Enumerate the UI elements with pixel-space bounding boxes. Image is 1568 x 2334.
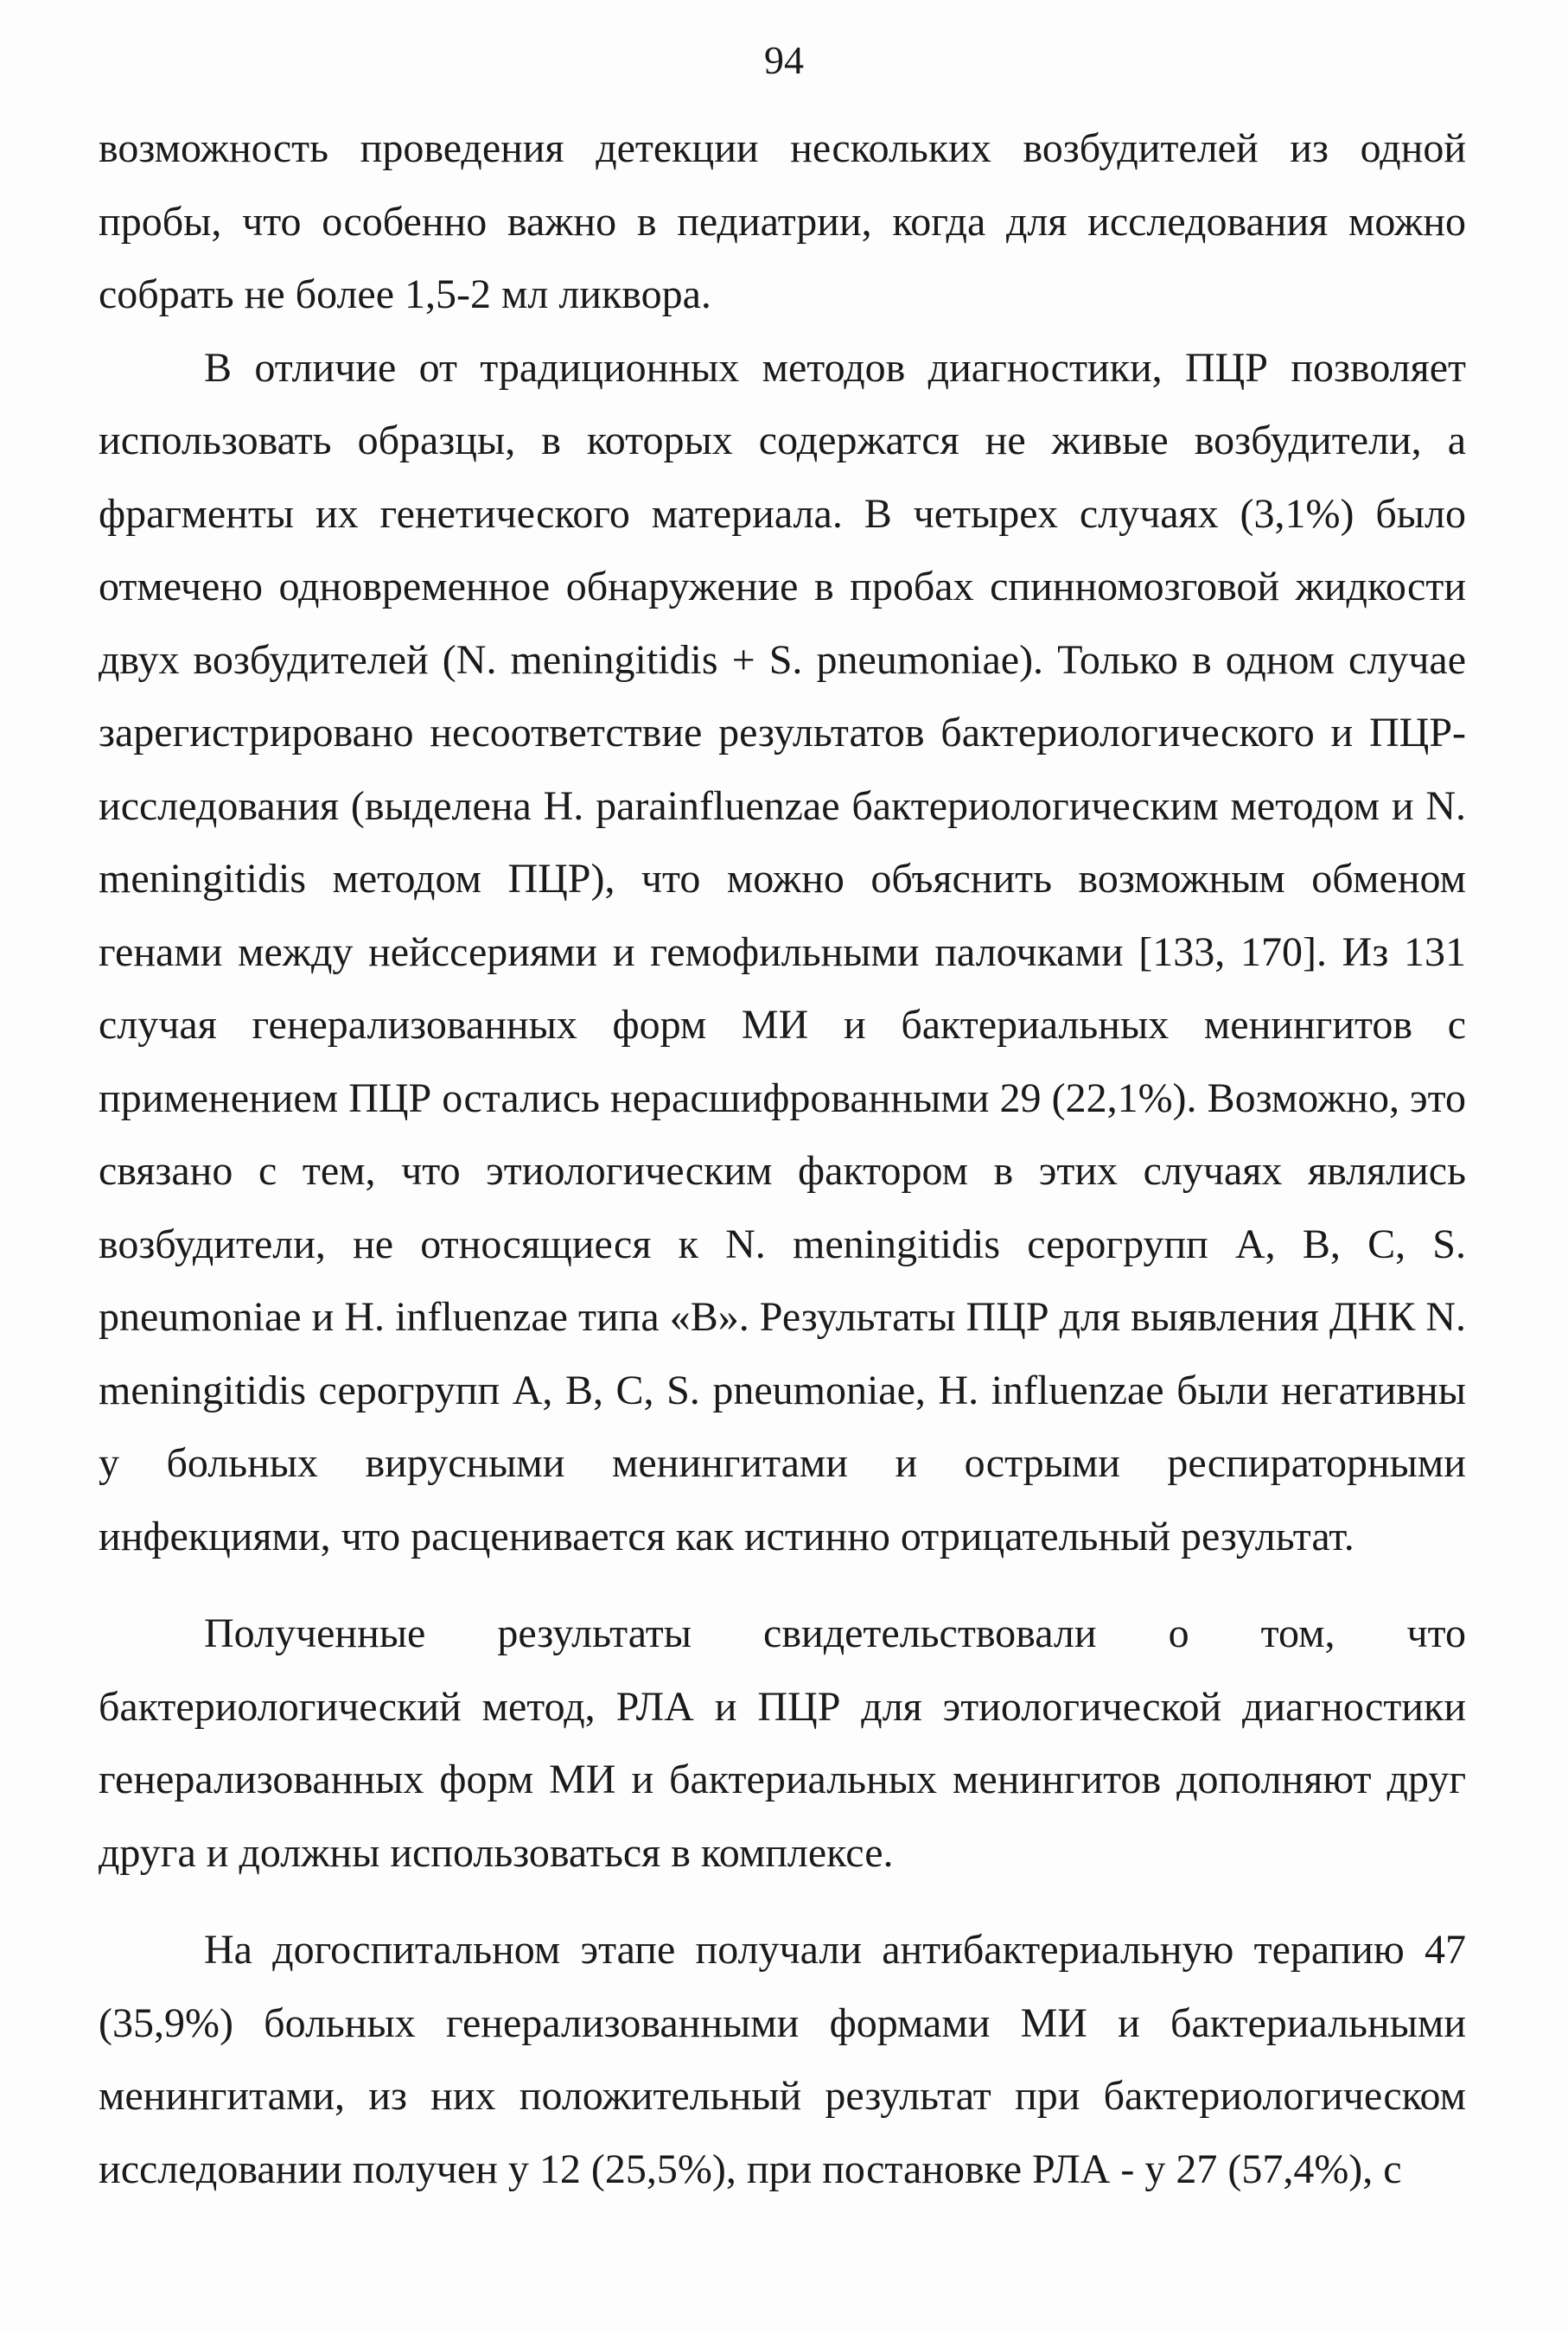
paragraph-continuation: возможность проведения детекции нескольких возбудителей из одной пробы, что особенно важно в педиатрии, когда для исследования можно собрать не более 1,5-2 мл ликвора. xyxy=(99,125,1466,317)
body-text xyxy=(99,112,1466,2206)
paragraph-prehospital-therapy: На догоспитальном этапе получали антибактериальную терапию 47 (35,9%) больных генерализованными формами МИ и бактериальными менингитами, из них положительный результат при бактериологическом исследовании получен у 12 (25,5%), при постановке РЛА - у 27 (57,4%), с xyxy=(99,1927,1466,2192)
page-number: 94 xyxy=(764,38,804,82)
paragraph-pcr-advantages: В отличие от традиционных методов диагностики, ПЦР позволяет использовать образцы, в которых содержатся не живые возбудители, а фрагменты их генетического материала. В четырех случаях (3,1%) было отмечено одновременное обнаружение в пробах спинномозговой жидкости двух возбудителей (N. meningitidis + S. pneumoniae). Только в одном случае зарегистрировано несоответствие результатов бактериологического и ПЦР-исследования (выделена H. parainfluenzae бактериологическим методом и N. meningitidis методом ПЦР), что можно объяснить возможным обменом генами между нейссериями и гемофильными палочками [133, 170]. Из 131 случая генерализованных форм МИ и бактериальных менингитов с применением ПЦР остались нерасшифрованными 29 (22,1%). Возможно, это связано с тем, что этиологическим фактором в этих случаях являлись возбудители, не относящиеся к N. meningitidis серогрупп А, В, С, S. pneumoniae и H. influenzae типа «В». Результаты ПЦР для выявления ДНК N. meningitidis серогрупп А, В, С, S. pneumoniae, H. influenzae были негативны у больных вирусными менингитами и острыми респираторными инфекциями, что расценивается как истинно отрицательный результат. xyxy=(99,344,1466,1559)
paragraph-conclusion: Полученные результаты свидетельствовали о том, что бактериологический метод, РЛА и ПЦР для этиологической диагностики генерализованных форм МИ и бактериальных менингитов дополняют друг друга и должны использоваться в комплексе. xyxy=(99,1610,1466,1876)
